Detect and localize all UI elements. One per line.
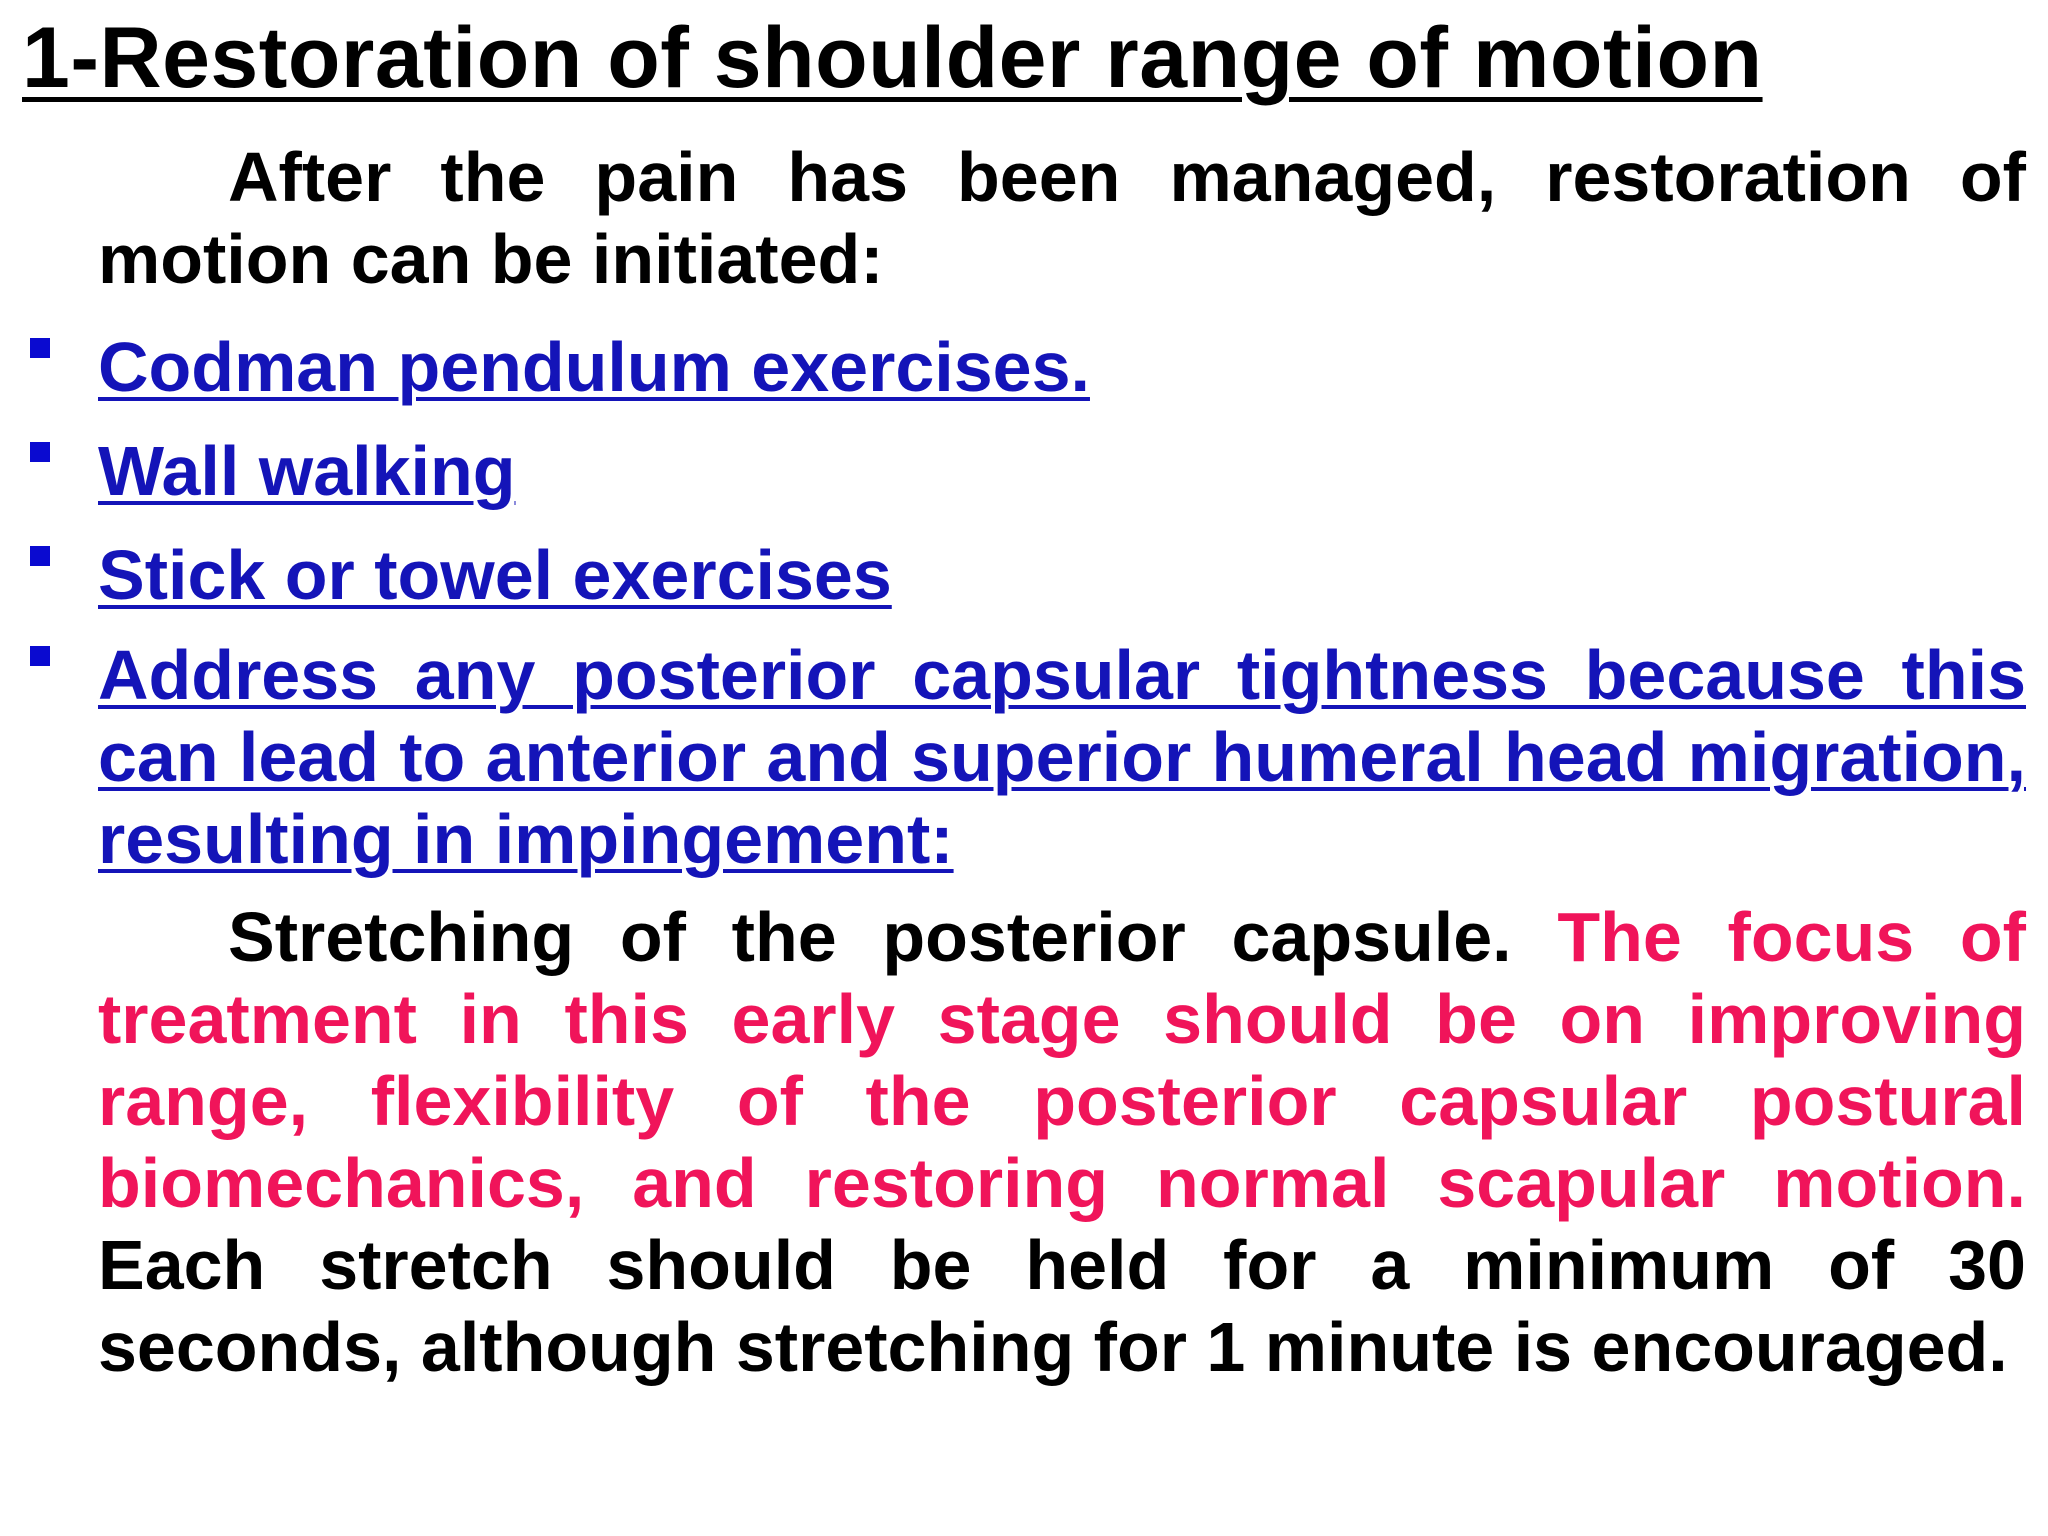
square-bullet-icon xyxy=(30,546,50,566)
slide-title: 1-Restoration of shoulder range of motion xyxy=(22,10,1763,106)
stretching-lead: Stretching of the posterior capsule. xyxy=(228,898,1558,976)
bullet-wall-walking: Wall walking xyxy=(98,432,516,510)
stretching-paragraph xyxy=(98,896,2026,1388)
square-bullet-icon xyxy=(30,442,50,462)
stretching-highlight: The focus of treatment in this early stage should be on improving range, flexibility of the posterior capsular postural biomechanics, and restoring normal scapular motion. xyxy=(98,898,2026,1222)
intro-paragraph: After the pain has been managed, restoration of motion can be initiated: xyxy=(98,138,2026,298)
stretching-tail: Each stretch should be held for a minimum of 30 seconds, although stretching for 1 minute is encouraged. xyxy=(98,1226,2026,1386)
square-bullet-icon xyxy=(30,338,50,358)
bullet-codman-pendulum: Codman pendulum exercises. xyxy=(98,328,1090,406)
bullet-posterior-capsular: Address any posterior capsular tightness because this can lead to anterior and superior humeral head migration, resulting in impingement: xyxy=(98,636,2026,878)
bullet-stick-towel: Stick or towel exercises xyxy=(98,536,892,614)
square-bullet-icon xyxy=(30,646,50,666)
